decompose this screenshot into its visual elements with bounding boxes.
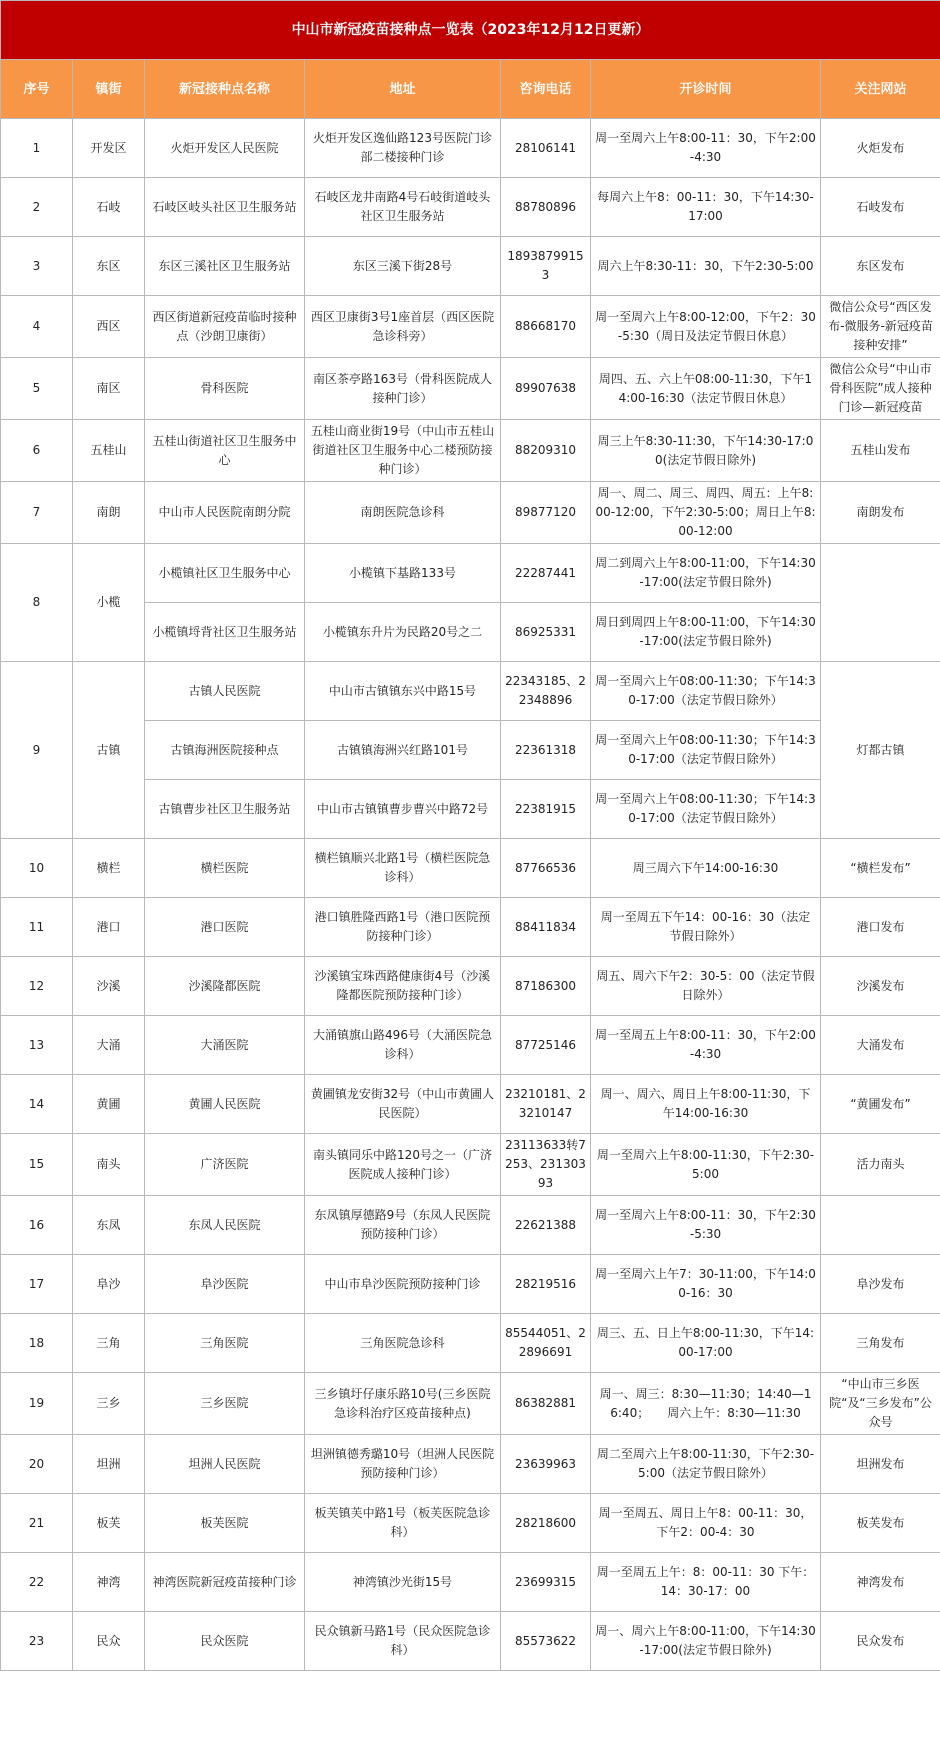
cell-hours: 周一至周六上午8:00-11:30，下午2:30-5:00 xyxy=(591,1134,821,1196)
cell-town: 南头 xyxy=(73,1134,145,1196)
cell-website: 坦洲发布 xyxy=(821,1435,940,1494)
cell-no: 8 xyxy=(1,544,73,662)
cell-website: 灯都古镇 xyxy=(821,662,940,839)
cell-phone: 85544051、22896691 xyxy=(501,1314,591,1373)
table-row xyxy=(1,1134,940,1196)
cell-hours: 周三上午8:30-11:30，下午14:30-17:00(法定节假日除外) xyxy=(591,420,821,482)
header-address: 地址 xyxy=(305,60,501,119)
cell-hours: 周一至周六上午08:00-11:30；下午14:30-17:00（法定节假日除外） xyxy=(591,780,821,839)
cell-phone: 86925331 xyxy=(501,603,591,662)
cell-phone: 22343185、22348896 xyxy=(501,662,591,721)
header-website: 关注网站 xyxy=(821,60,940,119)
cell-website: 活力南头 xyxy=(821,1134,940,1196)
cell-website: 沙溪发布 xyxy=(821,957,940,1016)
cell-phone: 88780896 xyxy=(501,178,591,237)
cell-no: 15 xyxy=(1,1134,73,1196)
cell-hours: 周二到周六上午8:00-11:00，下午14:30-17:00(法定节假日除外) xyxy=(591,544,821,603)
cell-no: 2 xyxy=(1,178,73,237)
cell-hours: 周三周六下午14:00-16:30 xyxy=(591,839,821,898)
cell-address: 东区三溪下街28号 xyxy=(305,237,501,296)
cell-town: 西区 xyxy=(73,296,145,358)
cell-address: 民众镇新马路1号（民众医院急诊科） xyxy=(305,1612,501,1671)
cell-site-name: 三角医院 xyxy=(145,1314,305,1373)
cell-town: 沙溪 xyxy=(73,957,145,1016)
cell-site-name: 黄圃人民医院 xyxy=(145,1075,305,1134)
cell-hours: 周四、五、六上午08:00-11:30，下午14:00-16:30（法定节假日休息） xyxy=(591,358,821,420)
table-row xyxy=(1,1494,940,1553)
cell-website: 民众发布 xyxy=(821,1612,940,1671)
cell-phone: 86382881 xyxy=(501,1373,591,1435)
header-site-name: 新冠接种点名称 xyxy=(145,60,305,119)
cell-site-name: 火炬开发区人民医院 xyxy=(145,119,305,178)
cell-phone: 22361318 xyxy=(501,721,591,780)
cell-site-name: 三乡医院 xyxy=(145,1373,305,1435)
cell-town: 小榄 xyxy=(73,544,145,662)
cell-no: 1 xyxy=(1,119,73,178)
cell-address: 南头镇同乐中路120号之一（广济医院成人接种门诊） xyxy=(305,1134,501,1196)
table-row xyxy=(1,1435,940,1494)
cell-town: 大涌 xyxy=(73,1016,145,1075)
cell-no: 4 xyxy=(1,296,73,358)
table-row xyxy=(1,1255,940,1314)
table-row xyxy=(1,544,940,603)
cell-address: 大涌镇旗山路496号（大涌医院急诊科） xyxy=(305,1016,501,1075)
cell-address: 中山市古镇镇曹步曹兴中路72号 xyxy=(305,780,501,839)
cell-site-name: 神湾医院新冠疫苗接种门诊 xyxy=(145,1553,305,1612)
cell-phone: 88209310 xyxy=(501,420,591,482)
cell-town: 阜沙 xyxy=(73,1255,145,1314)
cell-address: 东凤镇厚德路9号（东凤人民医院预防接种门诊） xyxy=(305,1196,501,1255)
cell-site-name: 五桂山街道社区卫生服务中心 xyxy=(145,420,305,482)
cell-website: 微信公众号“中山市骨科医院”成人接种门诊—新冠疫苗 xyxy=(821,358,940,420)
header-hours: 开诊时间 xyxy=(591,60,821,119)
cell-address: 沙溪镇宝珠西路健康街4号（沙溪隆都医院预防接种门诊） xyxy=(305,957,501,1016)
table-row xyxy=(1,1016,940,1075)
cell-website: “黄圃发布” xyxy=(821,1075,940,1134)
table-row xyxy=(1,1314,940,1373)
cell-hours: 周一至周六上午08:00-11:30；下午14:30-17:00（法定节假日除外） xyxy=(591,721,821,780)
cell-site-name: 广济医院 xyxy=(145,1134,305,1196)
cell-website: 东区发布 xyxy=(821,237,940,296)
cell-phone: 28219516 xyxy=(501,1255,591,1314)
cell-address: 中山市古镇镇东兴中路15号 xyxy=(305,662,501,721)
cell-phone: 18938799153 xyxy=(501,237,591,296)
cell-town: 石岐 xyxy=(73,178,145,237)
table-row xyxy=(1,1075,940,1134)
cell-address: 坦洲镇德秀璐10号（坦洲人民医院预防接种门诊） xyxy=(305,1435,501,1494)
cell-town: 板芙 xyxy=(73,1494,145,1553)
table-row xyxy=(1,420,940,482)
cell-no: 10 xyxy=(1,839,73,898)
cell-site-name: 板芙医院 xyxy=(145,1494,305,1553)
cell-address: 古镇镇海洲兴红路101号 xyxy=(305,721,501,780)
cell-hours: 周日到周四上午8:00-11:00，下午14:30-17:00(法定节假日除外) xyxy=(591,603,821,662)
cell-town: 坦洲 xyxy=(73,1435,145,1494)
cell-town: 黄圃 xyxy=(73,1075,145,1134)
cell-phone: 87186300 xyxy=(501,957,591,1016)
table-row xyxy=(1,957,940,1016)
cell-phone: 23639963 xyxy=(501,1435,591,1494)
table-row xyxy=(1,358,940,420)
cell-address: 横栏镇顺兴北路1号（横栏医院急诊科） xyxy=(305,839,501,898)
cell-no: 17 xyxy=(1,1255,73,1314)
cell-no: 13 xyxy=(1,1016,73,1075)
cell-address: 小榄镇东升片为民路20号之二 xyxy=(305,603,501,662)
cell-no: 11 xyxy=(1,898,73,957)
cell-hours: 周一至周五下午14：00-16：30（法定节假日除外） xyxy=(591,898,821,957)
cell-phone: 23113633转7253、23130393 xyxy=(501,1134,591,1196)
cell-site-name: 坦洲人民医院 xyxy=(145,1435,305,1494)
cell-site-name: 西区街道新冠疫苗临时接种点（沙朗卫康街） xyxy=(145,296,305,358)
cell-website: 大涌发布 xyxy=(821,1016,940,1075)
cell-no: 5 xyxy=(1,358,73,420)
cell-site-name: 中山市人民医院南朗分院 xyxy=(145,482,305,544)
cell-website xyxy=(821,1196,940,1255)
cell-address: 石岐区龙井南路4号石岐街道岐头社区卫生服务站 xyxy=(305,178,501,237)
table-row xyxy=(1,839,940,898)
cell-no: 12 xyxy=(1,957,73,1016)
cell-no: 20 xyxy=(1,1435,73,1494)
cell-site-name: 东凤人民医院 xyxy=(145,1196,305,1255)
cell-town: 南朗 xyxy=(73,482,145,544)
cell-address: 港口镇胜隆西路1号（港口医院预防接种门诊） xyxy=(305,898,501,957)
cell-hours: 周一至周六上午8:00-11：30，下午2:00-4:30 xyxy=(591,119,821,178)
table-row xyxy=(1,119,940,178)
cell-hours: 每周六上午8：00-11：30，下午14:30-17:00 xyxy=(591,178,821,237)
cell-town: 三角 xyxy=(73,1314,145,1373)
header-town: 镇街 xyxy=(73,60,145,119)
cell-hours: 周一至周六上午8:00-11：30，下午2:30-5:30 xyxy=(591,1196,821,1255)
cell-website: 板芙发布 xyxy=(821,1494,940,1553)
cell-hours: 周一至周五上午：8：00-11：30 下午：14：30-17：00 xyxy=(591,1553,821,1612)
cell-no: 9 xyxy=(1,662,73,839)
table-row xyxy=(1,237,940,296)
cell-address: 火炬开发区逸仙路123号医院门诊部二楼接种门诊 xyxy=(305,119,501,178)
cell-site-name: 横栏医院 xyxy=(145,839,305,898)
cell-phone: 23699315 xyxy=(501,1553,591,1612)
cell-hours: 周一、周三：8:30—11:30；14:40—16:40； 周六上午：8:30—11:30 xyxy=(591,1373,821,1435)
cell-site-name: 古镇人民医院 xyxy=(145,662,305,721)
cell-address: 三角医院急诊科 xyxy=(305,1314,501,1373)
cell-site-name: 大涌医院 xyxy=(145,1016,305,1075)
cell-website: “中山市三乡医院“及“三乡发布”公众号 xyxy=(821,1373,940,1435)
cell-town: 港口 xyxy=(73,898,145,957)
cell-no: 21 xyxy=(1,1494,73,1553)
cell-site-name: 沙溪隆都医院 xyxy=(145,957,305,1016)
cell-address: 小榄镇下基路133号 xyxy=(305,544,501,603)
cell-phone: 89877120 xyxy=(501,482,591,544)
cell-town: 五桂山 xyxy=(73,420,145,482)
cell-website: 阜沙发布 xyxy=(821,1255,940,1314)
cell-website: 火炬发布 xyxy=(821,119,940,178)
cell-site-name: 古镇曹步社区卫生服务站 xyxy=(145,780,305,839)
cell-phone: 22621388 xyxy=(501,1196,591,1255)
cell-phone: 22287441 xyxy=(501,544,591,603)
cell-hours: 周一至周五、周日上午8：00-11：30，下午2：00-4：30 xyxy=(591,1494,821,1553)
cell-hours: 周一至周五上午8:00-11：30，下午2:00-4:30 xyxy=(591,1016,821,1075)
cell-no: 18 xyxy=(1,1314,73,1373)
header-row xyxy=(1,60,940,119)
table-row xyxy=(1,1612,940,1671)
cell-website: 神湾发布 xyxy=(821,1553,940,1612)
cell-no: 23 xyxy=(1,1612,73,1671)
table-row xyxy=(1,1553,940,1612)
cell-site-name: 东区三溪社区卫生服务站 xyxy=(145,237,305,296)
header-phone: 咨询电话 xyxy=(501,60,591,119)
cell-town: 东区 xyxy=(73,237,145,296)
cell-phone: 89907638 xyxy=(501,358,591,420)
cell-hours: 周一至周六上午7：30-11:00，下午14:00-16：30 xyxy=(591,1255,821,1314)
cell-hours: 周六上午8:30-11：30，下午2:30-5:00 xyxy=(591,237,821,296)
cell-address: 南区茶亭路163号（骨科医院成人接种门诊） xyxy=(305,358,501,420)
cell-hours: 周一、周六上午8:00-11:00，下午14:30-17:00(法定节假日除外) xyxy=(591,1612,821,1671)
cell-site-name: 骨科医院 xyxy=(145,358,305,420)
table-row xyxy=(1,898,940,957)
cell-town: 开发区 xyxy=(73,119,145,178)
cell-site-name: 小榄镇埒背社区卫生服务站 xyxy=(145,603,305,662)
cell-hours: 周二至周六上午8:00-11:30，下午2:30-5:00（法定节假日除外） xyxy=(591,1435,821,1494)
cell-phone: 28106141 xyxy=(501,119,591,178)
cell-phone: 28218600 xyxy=(501,1494,591,1553)
cell-town: 古镇 xyxy=(73,662,145,839)
cell-address: 黄圃镇龙安街32号（中山市黄圃人民医院） xyxy=(305,1075,501,1134)
table-title: 中山市新冠疫苗接种点一览表（2023年12月12日更新） xyxy=(1,1,940,60)
cell-no: 19 xyxy=(1,1373,73,1435)
cell-website: 五桂山发布 xyxy=(821,420,940,482)
cell-website xyxy=(821,544,940,662)
cell-website: “横栏发布” xyxy=(821,839,940,898)
cell-town: 南区 xyxy=(73,358,145,420)
cell-website: 港口发布 xyxy=(821,898,940,957)
cell-hours: 周一至周六上午8:00-12:00，下午2：30-5:30（周日及法定节假日休息） xyxy=(591,296,821,358)
cell-no: 7 xyxy=(1,482,73,544)
cell-address: 三乡镇圩仔康乐路10号(三乡医院急诊科治疗区疫苗接种点) xyxy=(305,1373,501,1435)
cell-hours: 周三、五、日上午8:00-11:30，下午14:00-17:00 xyxy=(591,1314,821,1373)
header-no: 序号 xyxy=(1,60,73,119)
cell-site-name: 古镇海洲医院接种点 xyxy=(145,721,305,780)
cell-site-name: 小榄镇社区卫生服务中心 xyxy=(145,544,305,603)
table-row xyxy=(1,662,940,721)
table-row xyxy=(1,1373,940,1435)
cell-site-name: 民众医院 xyxy=(145,1612,305,1671)
cell-hours: 周一、周六、周日上午8:00-11:30，下午14:00-16:30 xyxy=(591,1075,821,1134)
cell-town: 神湾 xyxy=(73,1553,145,1612)
cell-town: 三乡 xyxy=(73,1373,145,1435)
cell-no: 3 xyxy=(1,237,73,296)
cell-site-name: 石岐区岐头社区卫生服务站 xyxy=(145,178,305,237)
cell-hours: 周一、周二、周三、周四、周五：上午8:00-12:00，下午2:30-5:00；周日上午8:00-12:00 xyxy=(591,482,821,544)
cell-hours: 周五、周六下午2：30-5：00（法定节假日除外） xyxy=(591,957,821,1016)
cell-address: 西区卫康街3号1座首层（西区医院急诊科旁） xyxy=(305,296,501,358)
cell-hours: 周一至周六上午08:00-11:30；下午14:30-17:00（法定节假日除外） xyxy=(591,662,821,721)
cell-no: 6 xyxy=(1,420,73,482)
cell-no: 14 xyxy=(1,1075,73,1134)
cell-phone: 22381915 xyxy=(501,780,591,839)
cell-address: 神湾镇沙光街15号 xyxy=(305,1553,501,1612)
table-row xyxy=(1,178,940,237)
table-row xyxy=(1,1196,940,1255)
cell-town: 民众 xyxy=(73,1612,145,1671)
cell-site-name: 港口医院 xyxy=(145,898,305,957)
cell-address: 五桂山商业街19号（中山市五桂山街道社区卫生服务中心二楼预防接种门诊） xyxy=(305,420,501,482)
cell-phone: 88668170 xyxy=(501,296,591,358)
cell-website: 石岐发布 xyxy=(821,178,940,237)
cell-no: 22 xyxy=(1,1553,73,1612)
cell-address: 中山市阜沙医院预防接种门诊 xyxy=(305,1255,501,1314)
cell-phone: 88411834 xyxy=(501,898,591,957)
cell-phone: 87725146 xyxy=(501,1016,591,1075)
cell-phone: 23210181、23210147 xyxy=(501,1075,591,1134)
cell-town: 东凤 xyxy=(73,1196,145,1255)
cell-no: 16 xyxy=(1,1196,73,1255)
cell-address: 板芙镇芙中路1号（板芙医院急诊科） xyxy=(305,1494,501,1553)
cell-site-name: 阜沙医院 xyxy=(145,1255,305,1314)
cell-town: 横栏 xyxy=(73,839,145,898)
cell-phone: 87766536 xyxy=(501,839,591,898)
title-row xyxy=(1,1,940,60)
cell-website: 三角发布 xyxy=(821,1314,940,1373)
table-row xyxy=(1,296,940,358)
cell-website: 微信公众号“西区发布-微服务-新冠疫苗接种安排” xyxy=(821,296,940,358)
cell-address: 南朗医院急诊科 xyxy=(305,482,501,544)
cell-phone: 85573622 xyxy=(501,1612,591,1671)
cell-website: 南朗发布 xyxy=(821,482,940,544)
table-row xyxy=(1,482,940,544)
